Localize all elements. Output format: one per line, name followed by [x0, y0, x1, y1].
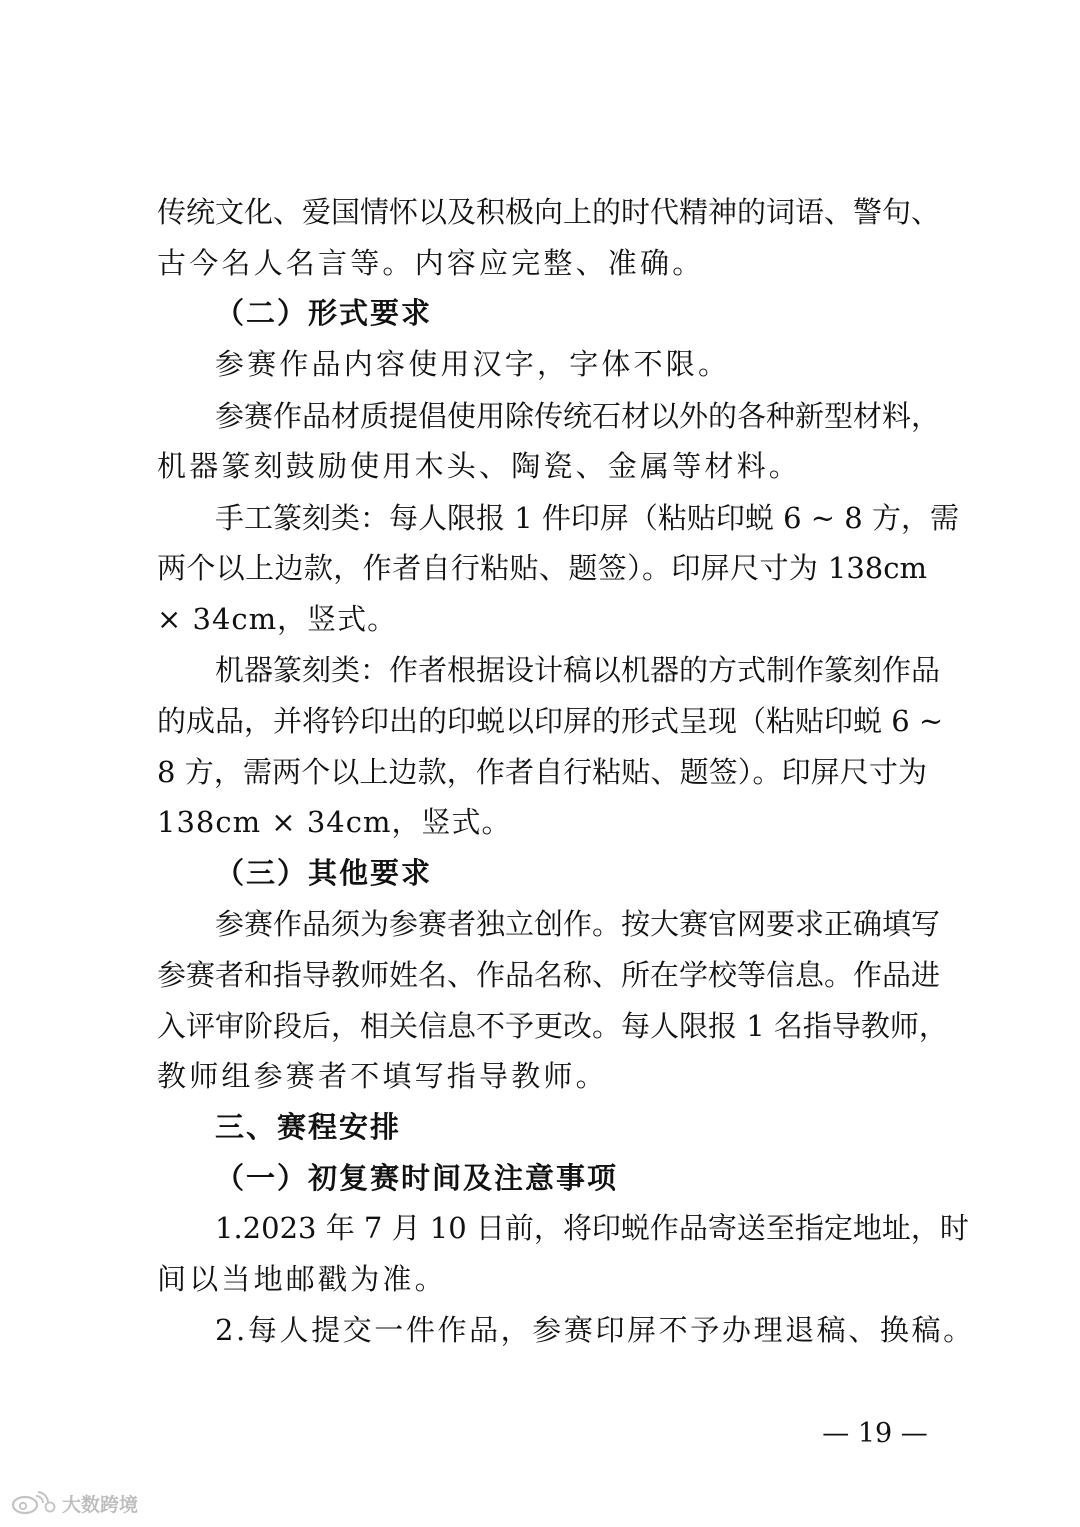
paragraph-line: 138cm × 34cm，竖式。	[157, 805, 512, 839]
paragraph-line: 机器篆刻鼓励使用木头、陶瓷、金属等材料。	[157, 449, 802, 483]
paragraph-line: 参赛作品材质提倡使用除传统石材以外的各种新型材料，	[215, 399, 941, 433]
paragraph-line: 传统文化、爱国情怀以及积极向上的时代精神的词语、警句、	[157, 195, 941, 229]
watermark	[10, 1488, 138, 1518]
paragraph-line: 间以当地邮戳为准。	[157, 1262, 447, 1296]
paragraph-line: 手工篆刻类：每人限报 1 件印屏（粘贴印蜕 6 ~ 8 方，需	[215, 501, 959, 535]
paragraph-line: 入评审阶段后，相关信息不予更改。每人限报 1 名指导教师，	[157, 1009, 948, 1043]
chapter-heading-schedule: 三、赛程安排	[215, 1110, 402, 1144]
paragraph-line: 2.每人提交一件作品，参赛印屏不予办理退稿、换稿。	[215, 1313, 975, 1347]
paragraph-line: 古今名人名言等。内容应完整、准确。	[157, 246, 705, 280]
weibo-logo-icon	[10, 1491, 56, 1515]
page-number: — 19 —	[822, 1418, 928, 1449]
section-heading-form-requirements: （二）形式要求	[215, 296, 433, 330]
paragraph-line: 两个以上边款，作者自行粘贴、题签）。印屏尺寸为 138cm	[157, 551, 927, 585]
paragraph-line: 8 方，需两个以上边款，作者自行粘贴、题签）。印屏尺寸为	[157, 755, 927, 789]
paragraph-line: 参赛者和指导教师姓名、作品名称、所在学校等信息。作品进	[157, 958, 941, 992]
paragraph-line: 参赛作品内容使用汉字，字体不限。	[215, 347, 731, 381]
paragraph-line: 机器篆刻类：作者根据设计稿以机器的方式制作篆刻作品	[215, 653, 941, 687]
watermark-text: 大数跨境	[62, 1493, 139, 1516]
paragraph-line: 的成品，并将钤印出的印蜕以印屏的形式呈现（粘贴印蜕 6 ~	[157, 704, 944, 738]
paragraph-line: 参赛作品须为参赛者独立创作。按大赛官网要求正确填写	[215, 907, 941, 941]
section-heading-preliminary-time: （一）初复赛时间及注意事项	[215, 1161, 619, 1195]
paragraph-line: 教师组参赛者不填写指导教师。	[157, 1059, 608, 1093]
paragraph-line: × 34cm，竖式。	[157, 602, 398, 636]
section-heading-other-requirements: （三）其他要求	[215, 856, 433, 890]
paragraph-line: 1.2023 年 7 月 10 日前，将印蜕作品寄送至指定地址，时	[215, 1211, 969, 1245]
